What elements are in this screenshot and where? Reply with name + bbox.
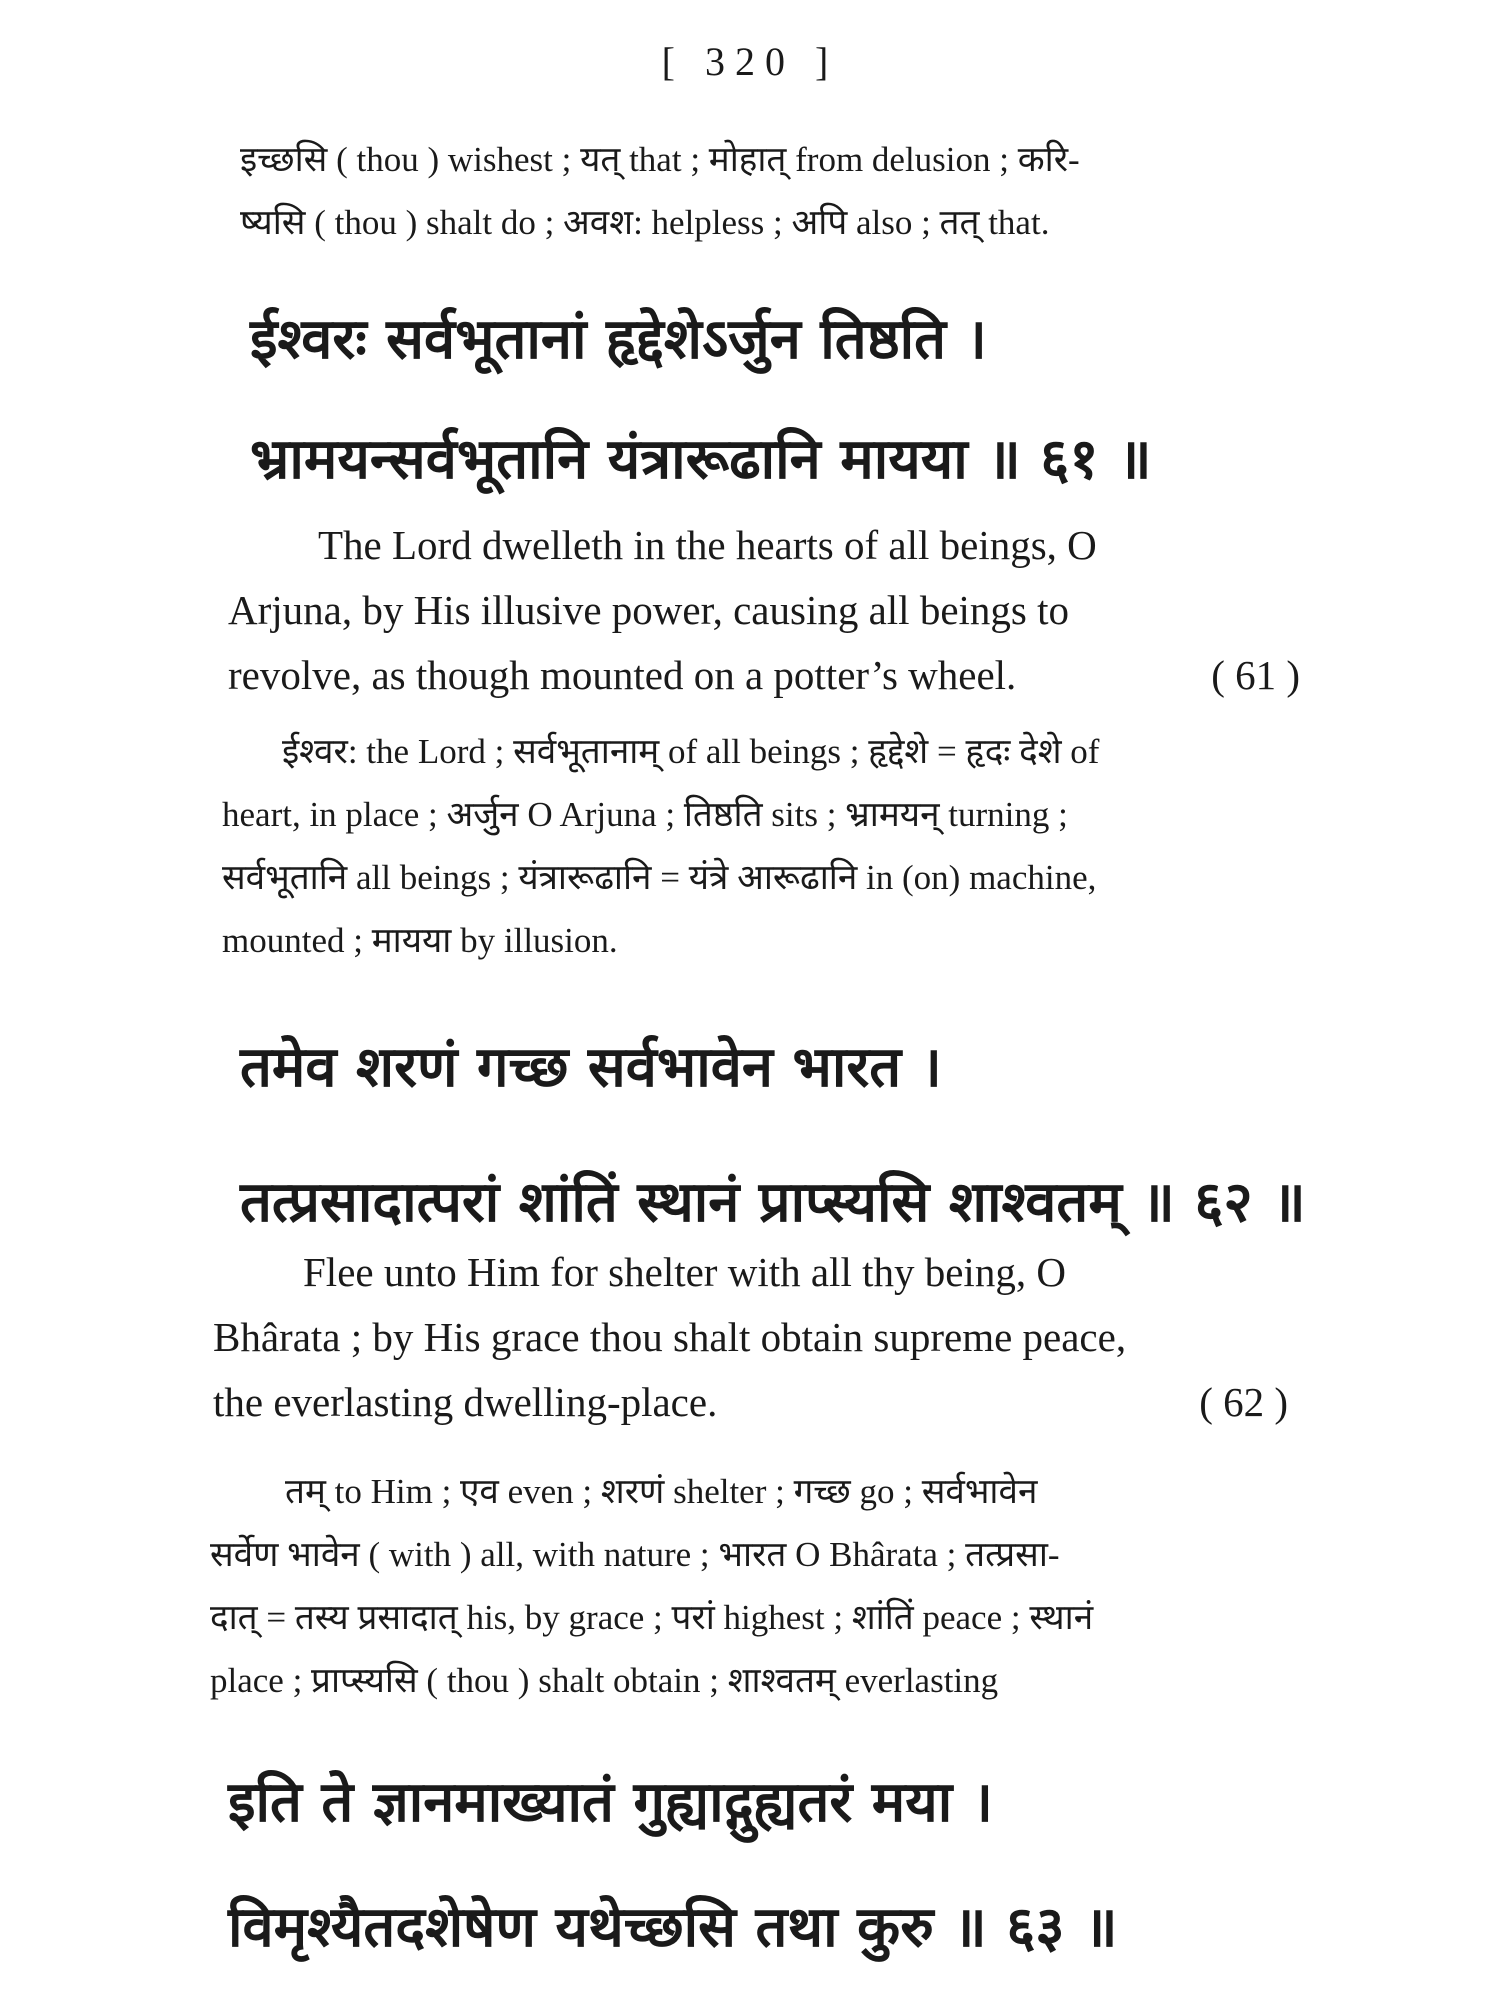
translation-line: Bhârata ; by His grace thou shalt obtain supreme peace, bbox=[213, 1314, 1127, 1360]
gloss-62 bbox=[210, 1460, 1295, 1712]
translation-line: Arjuna, by His illusive power, causing all beings to bbox=[228, 587, 1070, 633]
translation-62 bbox=[213, 1240, 1288, 1435]
gloss-line: तम् to Him ; एव even ; शरणं shelter ; गच्छ go ; सर्वभावेन bbox=[285, 1472, 1038, 1511]
gloss-line: सर्वेण भावेन ( with ) all, with nature ; भारत O Bhârata ; तत्प्रसा- bbox=[210, 1535, 1060, 1574]
gloss-line: mounted ; मायया by illusion. bbox=[222, 921, 618, 960]
translation-61 bbox=[228, 513, 1300, 708]
verse-line: ईश्वरः सर्वभूतानां हृद्देशेऽर्जुन तिष्ठति । bbox=[250, 307, 987, 372]
translation-line: Flee unto Him for shelter with all thy being, O bbox=[303, 1249, 1066, 1295]
gloss-line: इच्छसि ( thou ) wishest ; यत् that ; मोहात् from delusion ; करि- bbox=[240, 140, 1080, 179]
verse-number: ( 62 ) bbox=[1199, 1379, 1288, 1425]
verse-61 bbox=[250, 280, 1152, 520]
verse-line: तत्प्रसादात्परां शांतिं स्थानं प्राप्स्यसि शाश्वतम् ॥ ६२ ॥ bbox=[240, 1170, 1306, 1235]
gloss-line: सर्वभूतानि all beings ; यंत्रारूढानि = यंत्रे आरूढानि in (on) machine, bbox=[222, 858, 1097, 897]
gloss-line: दात् = तस्य प्रसादात् his, by grace ; परां highest ; शांतिं peace ; स्थानं bbox=[210, 1598, 1094, 1637]
verse-line: भ्रामयन्सर्वभूतानि यंत्रारूढानि मायया ॥ ६१ ॥ bbox=[250, 427, 1152, 492]
page-number: [ 320 ] bbox=[661, 39, 839, 84]
gloss-line: place ; प्राप्स्यसि ( thou ) shalt obtain ; शाश्वतम् everlasting bbox=[210, 1661, 999, 1700]
translation-line: The Lord dwelleth in the hearts of all beings, O bbox=[318, 522, 1097, 568]
verse-number: ( 61 ) bbox=[1211, 652, 1300, 698]
translation-line: the everlasting dwelling-place. bbox=[213, 1379, 718, 1425]
verse-63 bbox=[228, 1740, 1118, 1990]
gloss-top bbox=[240, 128, 1280, 254]
verse-line: इति ते ज्ञानमाख्यातं गुह्याद्गुह्यतरं मया । bbox=[228, 1770, 994, 1835]
gloss-line: ष्यसि ( thou ) shalt do ; अवश: helpless ; अपि also ; तत् that. bbox=[240, 203, 1050, 242]
gloss-line: heart, in place ; अर्जुन O Arjuna ; तिष्ठति sits ; भ्रामयन् turning ; bbox=[222, 795, 1068, 834]
translation-line: revolve, as though mounted on a potter’s wheel. bbox=[228, 652, 1017, 698]
gloss-line: ईश्वर: the Lord ; सर्वभूतानाम् of all beings ; हृद्देशे = हृदः देशे of bbox=[282, 732, 1100, 771]
verse-62 bbox=[240, 1000, 1306, 1270]
gloss-61 bbox=[222, 720, 1302, 972]
verse-line: विमृश्यैतदशेषेण यथेच्छसि तथा कुरु ॥ ६३ ॥ bbox=[228, 1895, 1118, 1960]
verse-line: तमेव शरणं गच्छ सर्वभावेन भारत । bbox=[240, 1035, 942, 1100]
